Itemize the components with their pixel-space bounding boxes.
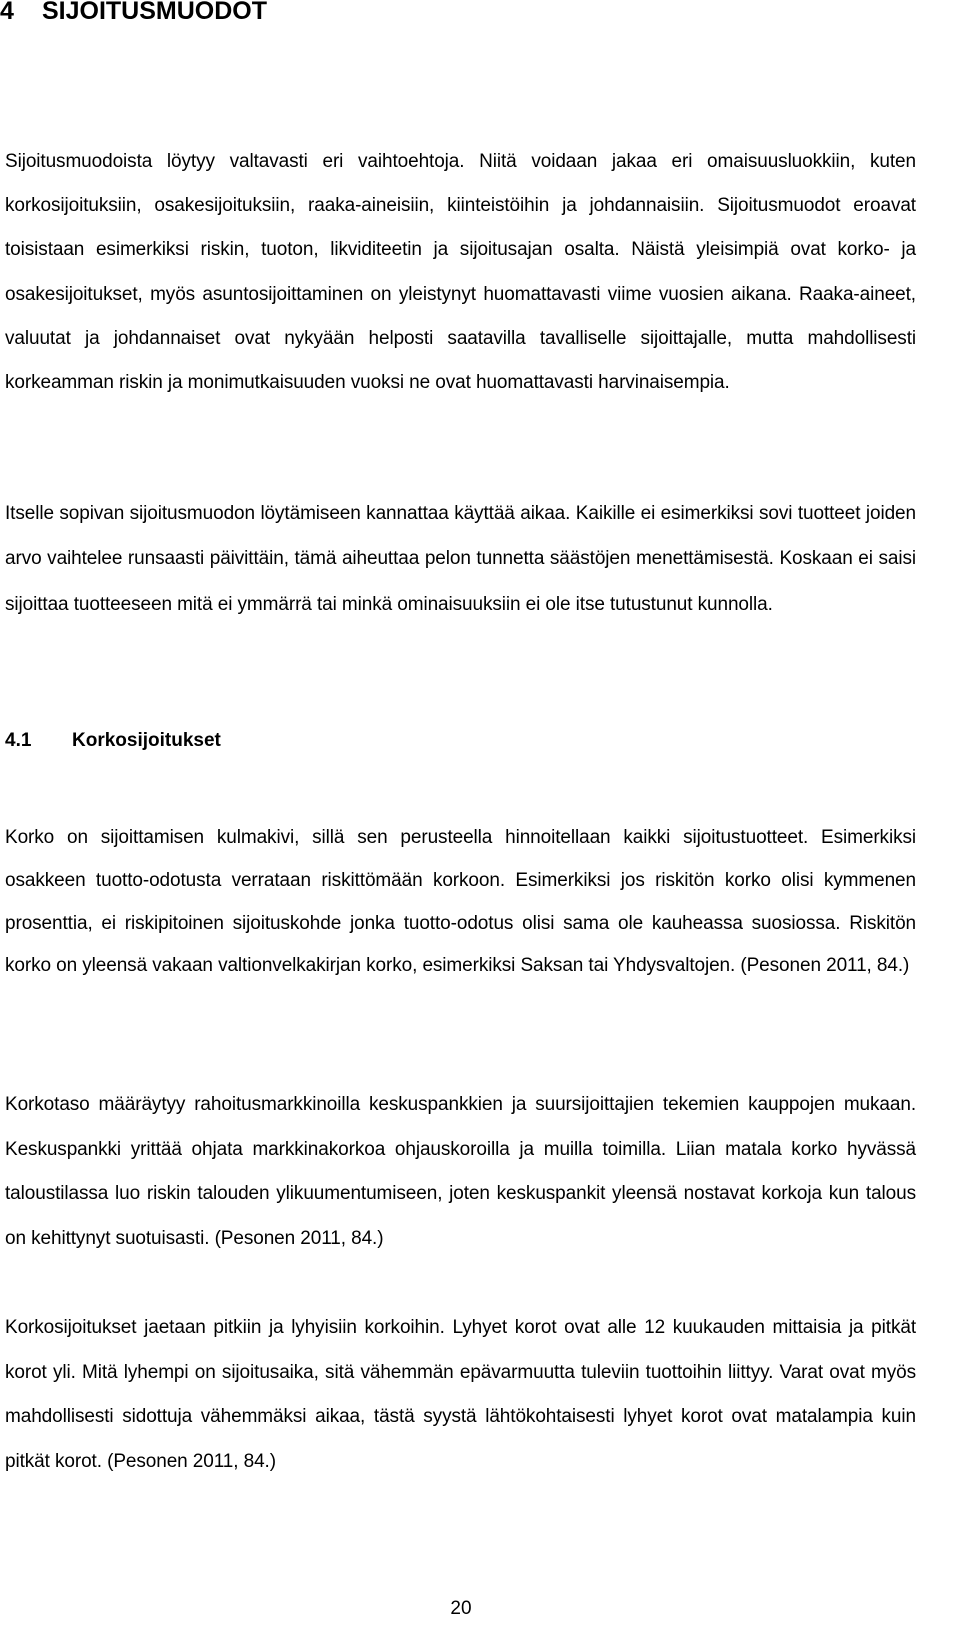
body-paragraph: Sijoitusmuodoista löytyy valtavasti eri vaihtoehtoja. Niitä voidaan jakaa eri omaisuusluokkiin, kuten korkosijoituksiin, osakesijoituksiin, raaka-aineisiin, kiinteistöihin ja johdannaisiin. Sijoitusmuodot eroavat toisistaan esimerkiksi riskin, tuoton, likviditeetin ja sijoitusajan osalta. Näistä yleisimpiä ovat korko- ja osakesijoitukset, myös asuntosijoittaminen on yleistynyt huomattavasti viime vuosien aikana. Raaka-aineet, valuutat ja johdannaiset ovat nykyään helposti saatavilla tavalliselle sijoittajalle, mutta mahdollisesti korkeamman riskin ja monimutkaisuuden vuoksi ne ovat huomattavasti harvinaisempia.: [5, 151, 916, 394]
chapter-title: SIJOITUSMUODOT: [42, 0, 268, 25]
section-paragraph: Korkosijoitukset jaetaan pitkiin ja lyhyisiin korkoihin. Lyhyet korot ovat alle 12 kuukauden mittaisia ja pitkät korot yli. Mitä lyhempi on sijoitusaika, sitä vähemmän epävarmuutta tuleviin tuottoihin liittyy. Varat ovat myös mahdollisesti sidottuja vähemmäksi aikaa, tästä syystä lähtökohtaisesti lyhyet korot ovat matalampia kuin pitkät korot. (Pesonen 2011, 84.): [5, 1317, 916, 1473]
section-heading: [5, 724, 221, 758]
section-title: Korkosijoitukset: [72, 730, 221, 751]
section-number: 4.1: [5, 730, 32, 751]
section-paragraph: Korkotaso määräytyy rahoitusmarkkinoilla keskuspankkien ja suursijoittajien tekemien kauppojen mukaan. Keskuspankki yrittää ohjata markkinakorkoa ohjauskoroilla ja muilla toimilla. Liian matala korko hyvässä taloustilassa luo riskin talouden ylikuumentumiseen, joten keskuspankit yleensä nostavat korkoja kun talous on kehittynyt suotuisasti. (Pesonen 2011, 84.): [5, 1094, 916, 1250]
chapter-number: 4: [0, 0, 14, 25]
body-paragraph: Itselle sopivan sijoitusmuodon löytämiseen kannattaa käyttää aikaa. Kaikille ei esimerkiksi sovi tuotteet joiden arvo vaihtelee runsaasti päivittäin, tämä aiheuttaa pelon tunnetta säästöjen menettämisestä. Koskaan ei saisi sijoittaa tuotteeseen mitä ei ymmärrä tai minkä ominaisuuksiin ei ole itse tutustunut kunnolla.: [5, 503, 916, 615]
section-paragraph: Korko on sijoittamisen kulmakivi, sillä sen perusteella hinnoitellaan kaikki sijoitustuotteet. Esimerkiksi osakkeen tuotto-odotusta verrataan riskittömään korkoon. Esimerkiksi jos riskitön korko olisi kymmenen prosenttia, ei riskipitoinen sijoituskohde jonka tuotto-odotus olisi sama ole kauheassa suosiossa. Riskitön korko on yleensä vakaan valtionvelkakirjan korko, esimerkiksi Saksan tai Yhdysvaltojen. (Pesonen 2011, 84.): [5, 827, 916, 977]
chapter-heading: [0, 0, 267, 28]
page-number: 20: [450, 1598, 472, 1619]
